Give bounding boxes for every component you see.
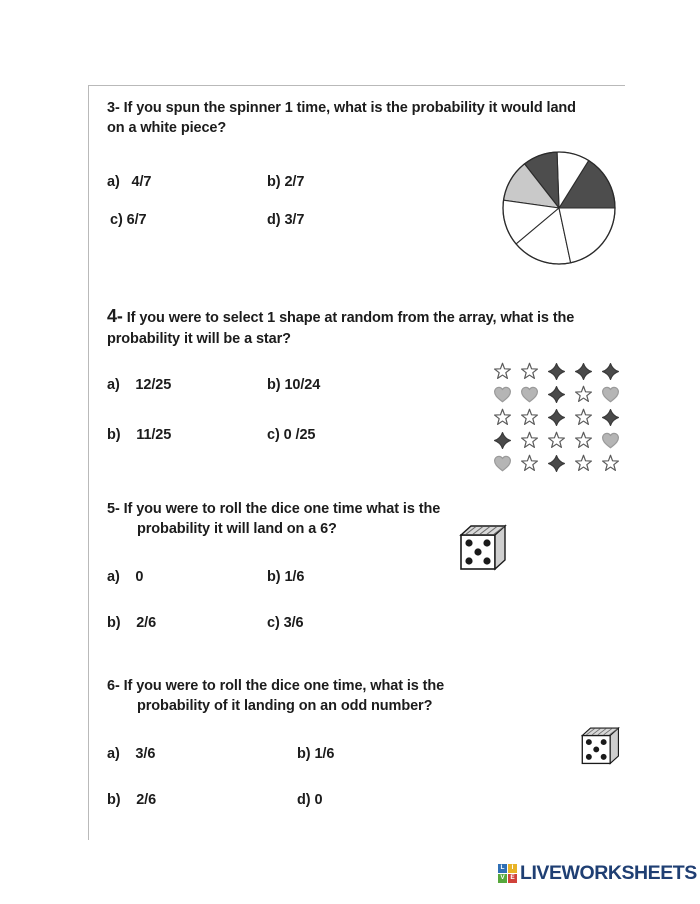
option-6-a-value: 3/6 xyxy=(135,746,156,762)
logo-tile-i: I xyxy=(508,864,517,873)
dice-pip xyxy=(474,548,481,555)
dice-pip xyxy=(601,754,607,760)
option-6-d[interactable] xyxy=(297,792,612,808)
option-5-d-value: 3/6 xyxy=(283,615,304,631)
dice-pip xyxy=(593,747,599,753)
question-4-text xyxy=(107,304,577,349)
shape-cell-diamond xyxy=(597,360,624,383)
star-icon xyxy=(520,431,539,450)
option-5-b-value: 1/6 xyxy=(284,569,305,585)
star-icon xyxy=(493,362,512,381)
shape-cell-diamond xyxy=(543,406,570,429)
dice-pip xyxy=(465,557,472,564)
option-6-a-key: a) xyxy=(107,746,120,762)
option-3-d-key: d) xyxy=(267,212,281,228)
option-5-a-key: a) xyxy=(107,569,120,585)
option-5-c-key: b) xyxy=(107,615,121,631)
option-4-c-value: 11/25 xyxy=(136,426,172,443)
shape-cell-diamond xyxy=(543,360,570,383)
diamond-icon xyxy=(547,454,566,473)
option-3-b-value: 2/7 xyxy=(284,174,305,190)
worksheet-page xyxy=(88,85,625,840)
question-block-3 xyxy=(107,98,612,228)
logo-tile-l: L xyxy=(498,864,507,873)
star-icon xyxy=(574,385,593,404)
heart-icon xyxy=(601,385,620,404)
logo-tile-v: V xyxy=(498,874,507,883)
spinner-figure xyxy=(499,148,619,273)
liveworksheets-wordmark: LIVEWORKSHEETS xyxy=(520,862,697,884)
question-block-5 xyxy=(107,499,612,631)
question-6-options xyxy=(107,746,612,808)
star-icon xyxy=(574,408,593,427)
option-6-d-key: d) xyxy=(297,792,311,808)
star-icon xyxy=(601,454,620,473)
heart-icon xyxy=(601,431,620,450)
option-6-b-key: b) xyxy=(297,746,311,762)
option-6-c-key: b) xyxy=(107,792,121,808)
shape-cell-star xyxy=(570,383,597,406)
dice-pip xyxy=(586,739,592,745)
question-6-line1: 6- If you were to roll the dice one time, what is the xyxy=(107,678,445,694)
star-icon xyxy=(493,408,512,427)
shape-cell-star xyxy=(489,406,516,429)
shape-cell-diamond xyxy=(570,360,597,383)
shape-cell-heart xyxy=(489,452,516,475)
shape-cell-star xyxy=(570,452,597,475)
star-icon xyxy=(520,362,539,381)
shape-cell-star xyxy=(570,429,597,452)
shape-cell-star xyxy=(489,360,516,383)
option-5-d[interactable] xyxy=(267,615,612,631)
dice-pip xyxy=(465,539,472,546)
option-3-c-value: 6/7 xyxy=(126,212,147,228)
option-6-a[interactable] xyxy=(107,746,297,762)
logo-tile-e: E xyxy=(508,874,517,883)
dice-figure-q5 xyxy=(457,521,513,582)
option-4-c[interactable] xyxy=(107,427,267,443)
shape-cell-diamond xyxy=(597,406,624,429)
star-icon xyxy=(520,408,539,427)
heart-icon xyxy=(493,454,512,473)
dice-pip xyxy=(586,754,592,760)
option-5-a-value: 0 xyxy=(135,569,144,585)
shape-cell-heart xyxy=(516,383,543,406)
question-block-4 xyxy=(107,304,612,443)
liveworksheets-logo[interactable] xyxy=(498,862,697,885)
option-4-d-value: 0 /25 xyxy=(283,426,316,443)
question-3-text xyxy=(107,98,577,138)
shape-array-figure xyxy=(489,360,624,475)
option-3-d-value: 3/7 xyxy=(284,212,305,228)
option-5-a[interactable] xyxy=(107,569,267,585)
question-block-6 xyxy=(107,676,612,808)
dice-pip xyxy=(601,739,607,745)
dice-icon xyxy=(457,521,513,577)
dice-icon xyxy=(579,724,625,770)
shape-cell-heart xyxy=(597,383,624,406)
question-3-line2: land on a white piece? xyxy=(107,100,576,136)
shape-cell-diamond xyxy=(543,383,570,406)
shape-cell-star xyxy=(516,360,543,383)
star-icon xyxy=(520,454,539,473)
option-5-b[interactable] xyxy=(267,569,612,585)
option-3-c-key: c) xyxy=(110,212,123,228)
option-3-a[interactable] xyxy=(107,174,267,190)
question-4-line1: If you were to select 1 shape at random from the array, xyxy=(126,310,497,326)
option-4-a[interactable] xyxy=(107,377,267,393)
shape-cell-star xyxy=(597,452,624,475)
option-4-c-key: b) xyxy=(107,426,121,443)
star-icon xyxy=(574,454,593,473)
option-5-d-key: c) xyxy=(267,615,280,631)
shape-cell-star xyxy=(543,429,570,452)
heart-icon xyxy=(493,385,512,404)
question-3-line1: 3- If you spun the spinner 1 time, what is the probability it would xyxy=(107,100,543,116)
option-5-c-value: 2/6 xyxy=(136,615,157,631)
dice-pip xyxy=(483,539,490,546)
option-6-b[interactable] xyxy=(297,746,612,762)
shape-cell-star xyxy=(570,406,597,429)
question-6-line2: probability of it landing on an odd number? xyxy=(137,698,433,714)
star-icon xyxy=(574,431,593,450)
dice-figure-q6 xyxy=(579,724,625,775)
shape-cell-heart xyxy=(597,429,624,452)
option-4-a-value: 12/25 xyxy=(135,376,172,393)
option-5-c[interactable] xyxy=(107,615,267,631)
option-6-b-value: 1/6 xyxy=(314,746,335,762)
option-3-c[interactable] xyxy=(107,212,267,228)
option-3-b-key: b) xyxy=(267,174,281,190)
diamond-icon xyxy=(547,385,566,404)
question-5-line1: 5- If you were to roll the dice one time what is the xyxy=(107,501,441,517)
diamond-icon xyxy=(493,431,512,450)
star-icon xyxy=(547,431,566,450)
dice-pip xyxy=(483,557,490,564)
option-3-a-value: 4/7 xyxy=(131,174,152,190)
option-6-c[interactable] xyxy=(107,792,297,808)
liveworksheets-mark-icon xyxy=(498,864,517,883)
option-4-d-key: c) xyxy=(267,426,280,443)
option-4-b-key: b) xyxy=(267,376,281,393)
diamond-icon xyxy=(547,362,566,381)
spinner-svg xyxy=(499,148,619,268)
option-4-b-value: 10/24 xyxy=(284,376,321,393)
question-4-line2: what is the probability it will be a star? xyxy=(107,310,575,347)
shape-cell-star xyxy=(516,429,543,452)
shape-cell-heart xyxy=(489,383,516,406)
option-3-a-key: a) xyxy=(107,174,120,190)
question-5-options xyxy=(107,569,612,631)
question-6-text xyxy=(107,676,577,716)
shape-cell-star xyxy=(516,406,543,429)
heart-icon xyxy=(520,385,539,404)
diamond-icon xyxy=(601,408,620,427)
shape-cell-diamond xyxy=(489,429,516,452)
option-4-a-key: a) xyxy=(107,376,120,393)
diamond-icon xyxy=(601,362,620,381)
diamond-icon xyxy=(574,362,593,381)
question-4-number: 4- xyxy=(107,306,123,326)
shape-cell-diamond xyxy=(543,452,570,475)
option-6-d-value: 0 xyxy=(314,792,323,808)
option-5-b-key: b) xyxy=(267,569,281,585)
question-5-line2: probability it will land on a 6? xyxy=(137,521,337,537)
shape-cell-star xyxy=(516,452,543,475)
diamond-icon xyxy=(547,408,566,427)
option-6-c-value: 2/6 xyxy=(136,792,157,808)
